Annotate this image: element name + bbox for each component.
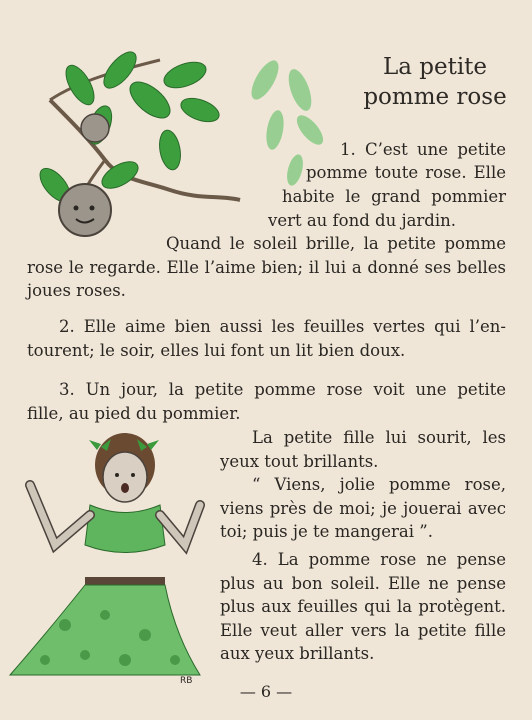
paragraph-3-line: viens près de moi; je jouerai avec bbox=[220, 498, 506, 518]
page-number: — 6 — bbox=[239, 682, 293, 701]
paragraph-4-line: 4. La pomme rose ne pense bbox=[252, 550, 506, 569]
paragraph-3-line: toi; puis je te mangerai ”. bbox=[220, 522, 433, 541]
paragraph-3 bbox=[27, 378, 506, 425]
paragraph-4-line: plus au bon soleil. Elle ne pense bbox=[220, 573, 506, 593]
paragraph-3-line: “ Viens, jolie pomme rose, bbox=[252, 475, 506, 494]
story-title bbox=[340, 52, 530, 112]
paragraph-1-line: rose le regarde. Elle l’aime bien; il lui a donné ses belles bbox=[27, 258, 506, 277]
paragraph-2-line: tourent; le soir, elles lui font un lit bien doux. bbox=[27, 340, 406, 360]
title-line-2: pomme rose bbox=[363, 84, 507, 110]
illustrator-signature: RB bbox=[180, 676, 193, 686]
paragraph-4-line: Elle veut aller vers la petite fille bbox=[220, 620, 506, 640]
paragraph-2 bbox=[27, 315, 506, 362]
paragraph-1-line: vert au fond du jardin. bbox=[268, 211, 457, 230]
paragraph-4-line: plus aux feuilles qui la protègent. bbox=[220, 597, 506, 616]
paragraph-1-line: Quand le soleil brille, la petite pomme bbox=[166, 234, 506, 253]
paragraph-1-line: habite le grand pommier bbox=[282, 187, 506, 206]
title-line-1: La petite bbox=[382, 54, 488, 80]
paragraph-3-line: fille, au pied du pommier. bbox=[27, 403, 241, 423]
paragraph-3-line: La petite fille lui sourit, les bbox=[252, 428, 506, 447]
paragraph-1-line: pomme toute rose. Elle bbox=[306, 163, 506, 182]
paragraph-3-line: 3. Un jour, la petite pomme rose voit une petite bbox=[59, 380, 506, 399]
paragraph-2-line: 2. Elle aime bien aussi les feuilles vertes qui l’en- bbox=[59, 317, 506, 336]
paragraph-3-dialogue bbox=[220, 426, 506, 544]
paragraph-1-line: joues roses. bbox=[27, 281, 126, 300]
paragraph-4 bbox=[220, 548, 506, 666]
girl-illustration bbox=[5, 425, 215, 690]
paragraph-1-line: 1. C’est une petite bbox=[340, 140, 506, 159]
paragraph-3-line: yeux tout brillants. bbox=[220, 451, 379, 471]
paragraph-4-line: aux yeux brillants. bbox=[220, 644, 375, 663]
